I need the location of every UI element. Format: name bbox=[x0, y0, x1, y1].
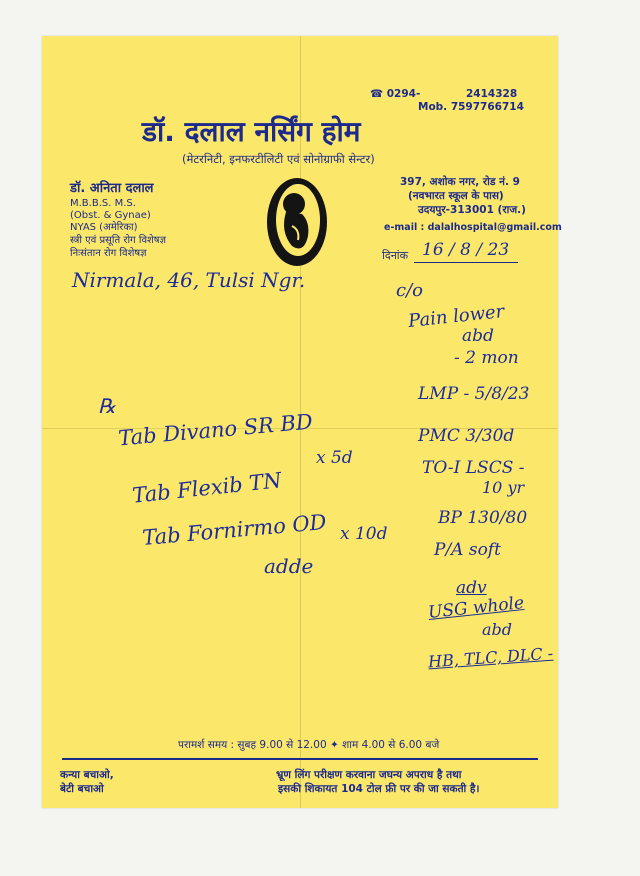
medicine-line: Tab Fornirmo OD bbox=[141, 509, 328, 551]
doctor-speciality: (Obst. & Gynae) bbox=[70, 210, 151, 221]
clinical-note: LMP - 5/8/23 bbox=[418, 384, 530, 404]
doctor-name: डॉ. अनिता दलाल bbox=[70, 181, 154, 196]
clinical-note: Pain lower bbox=[407, 301, 506, 332]
address-line-3: उदयपुर-313001 (राज.) bbox=[418, 204, 526, 216]
address-line-2: (नवभारत स्कूल के पास) bbox=[408, 190, 504, 202]
footer-warning-2: इसकी शिकायत 104 टोल फ्री पर की जा सकती है। bbox=[278, 783, 480, 795]
date-value: 16 / 8 / 23 bbox=[422, 240, 510, 260]
clinical-note: abd bbox=[462, 326, 494, 346]
date-label: दिनांक bbox=[382, 249, 409, 262]
doctor-degree: M.B.B.S. M.S. bbox=[70, 198, 136, 209]
clinical-note: - 2 mon bbox=[454, 348, 519, 368]
phone-label: ☎ 0294- bbox=[370, 88, 421, 100]
hospital-tagline: (मेटरनिटी, इनफरटीलिटी एवं सोनोग्राफी सेन्टर) bbox=[182, 152, 375, 166]
clinical-note: PMC 3/30d bbox=[418, 426, 515, 446]
clinical-note: TO-I LSCS - bbox=[422, 458, 525, 478]
address-line-1: 397, अशोक नगर, रोड नं. 9 bbox=[400, 176, 520, 188]
medicine-line: Tab Divano SR BD bbox=[117, 409, 314, 451]
hospital-name: डॉ. दलाल नर्सिंग होम bbox=[142, 115, 361, 148]
medicine-line: x 10d bbox=[340, 524, 388, 544]
patient-details: Nirmala, 46, Tulsi Ngr. bbox=[72, 268, 306, 292]
clinical-note: P/A soft bbox=[434, 540, 501, 560]
clinical-note: HB, TLC, DLC - bbox=[427, 643, 554, 672]
doctor-role-1: स्त्री एवं प्रसूति रोग विशेषज्ञ bbox=[70, 235, 166, 246]
clinical-note: USG whole bbox=[427, 593, 525, 623]
consultation-timings: परामर्श समय : सुबह 9.00 से 12.00 ✦ शाम 4.00 से 6.00 बजे bbox=[178, 739, 440, 751]
clinical-note: abd bbox=[482, 620, 513, 639]
clinical-note: 10 yr bbox=[482, 478, 525, 497]
clinical-note: c/o bbox=[396, 280, 423, 301]
footer-slogan-1: कन्या बचाओ, bbox=[60, 769, 114, 781]
doctor-nyas: NYAS (अमेरिका) bbox=[70, 222, 138, 233]
footer-warning-1: भ्रूण लिंग परीक्षण करवाना जघन्य अपराध है तथा bbox=[276, 769, 462, 781]
medicine-line: adde bbox=[264, 554, 314, 578]
rx-symbol: ℞ bbox=[98, 394, 116, 418]
clinical-note: BP 130/80 bbox=[438, 508, 528, 528]
medicine-line: x 5d bbox=[316, 448, 353, 468]
phone-number: 2414328 bbox=[466, 88, 518, 100]
email: e-mail : dalalhospital@gmail.com bbox=[384, 222, 562, 233]
date-underline bbox=[414, 262, 518, 263]
medicine-line: Tab Flexib TN bbox=[131, 468, 283, 508]
footer-divider bbox=[62, 758, 538, 760]
prescription-sheet bbox=[42, 36, 562, 808]
mobile-number: Mob. 7597766714 bbox=[418, 101, 524, 113]
clinical-note: adv bbox=[456, 578, 487, 598]
doctor-role-2: निःसंतान रोग विशेषज्ञ bbox=[70, 248, 147, 259]
fetus-logo-icon bbox=[264, 176, 330, 268]
footer-slogan-2: बेटी बचाओ bbox=[60, 783, 104, 795]
